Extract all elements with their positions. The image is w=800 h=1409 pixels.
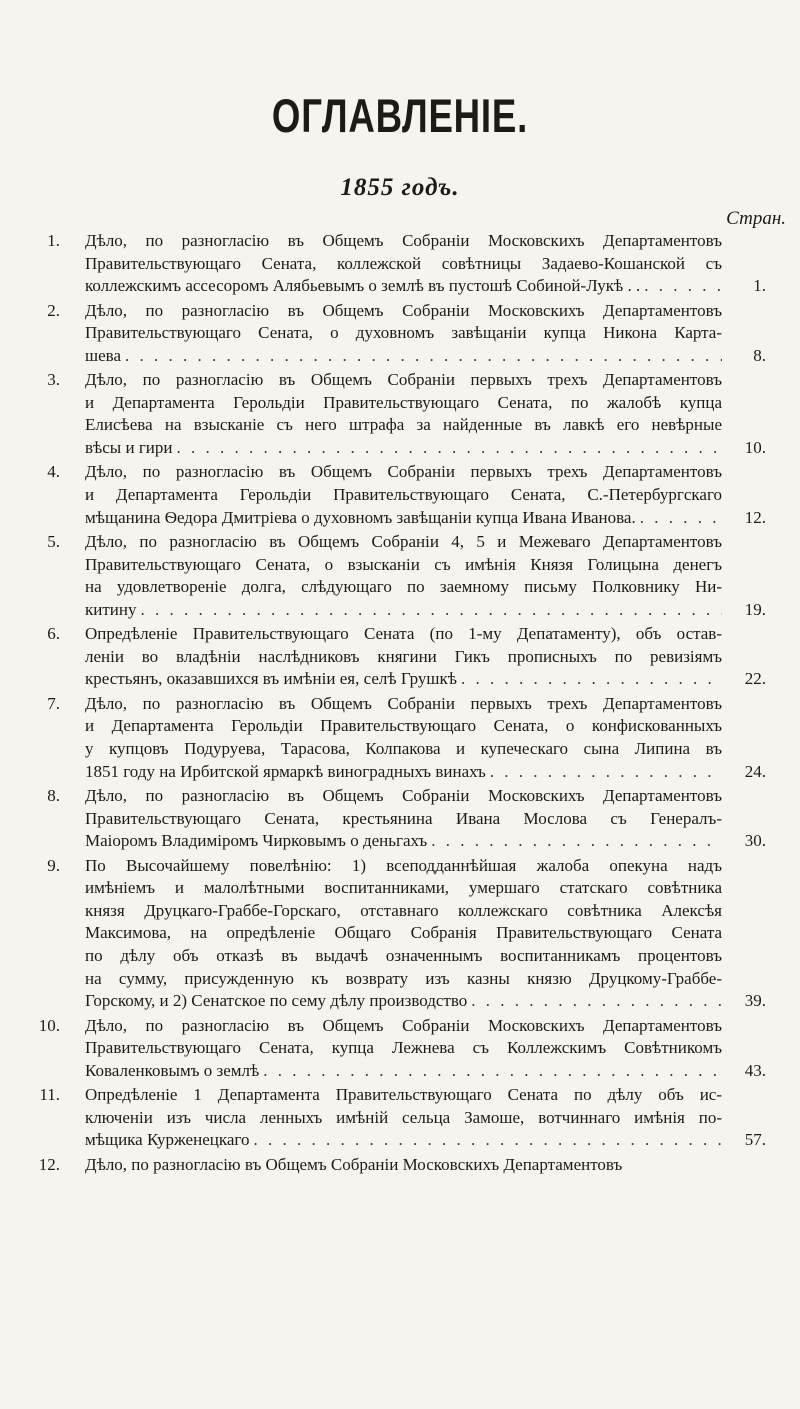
entry-text-line [85,761,722,784]
entry-text-line [85,668,722,691]
toc-entry [30,623,766,691]
toc-entry [30,1084,766,1152]
entry-text: Правительствующаго Сената, коллежской совѣтницы Задаево-Кошанской съ [85,253,722,273]
entry-text: Дѣло, по разногласію въ Общемъ Собраніи Московскихъ Департаментовъ [85,231,722,250]
entry-number: 1. [47,231,60,250]
entry-text: Правительствующаго Сената, крестьянина Ивана Мослова съ Генералъ- [85,808,722,828]
page-number: 43. [744,1060,766,1080]
dot-leader [249,1129,722,1152]
dot-leader [173,437,723,460]
toc-entry [30,300,766,368]
entry-number: 12. [38,1154,60,1174]
entry-text: князя Друцкаго-Граббе-Горскаго, отставнаго коллежскаго совѣтника Алексѣя [85,900,722,920]
entry-text-line [85,437,722,460]
entry-text: имѣніемъ и малолѣтными воспитанниками, умершаго статскаго совѣтника [85,878,722,898]
entry-text: шева [85,345,121,365]
entry-text: Коваленковымъ о землѣ [85,1060,260,1080]
page-number: 12. [744,507,766,527]
entry-text-line [85,275,722,298]
entry-text: ключеніи изъ числа ленныхъ имѣній сельца Замоше, вотчиннаго имѣнія по- [85,1107,722,1127]
dot-leader [457,668,722,691]
entry-text: Правительствующаго Сената, о духовномъ завѣщаніи купца Никона Карта- [85,323,722,343]
toc-entry [30,1154,766,1177]
entry-text: коллежскимъ ассесоромъ Алябьевымъ о землѣ въ пустошѣ Собиной-Лукѣ . . [85,276,641,296]
entry-text: Горскому, и 2) Сенатское по сему дѣлу производство [85,991,468,1011]
page-number: 1. [753,276,766,296]
entry-text: Дѣло, по разногласію въ Общемъ Собраніи первыхъ трехъ Департаментовъ [85,370,722,390]
dot-leader [427,830,722,853]
entry-number: 4. [47,462,60,482]
entry-text-line [85,990,722,1013]
table-of-contents [30,230,766,1178]
entry-number: 8. [47,786,60,806]
entry-text: По Высочайшему повелѣнію: 1) всеподданнѣйшая жалоба опекуна надъ [85,855,722,875]
entry-text: мѣщанина Ѳедора Дмитріева о духовномъ завѣщаніи купца Ивана Иванова. [85,507,636,527]
entry-text: Правительствующаго Сената, о взысканіи съ имѣнія Князя Голицына денегъ [85,554,722,574]
entry-text: и Департамента Герольдіи Правительствующаго Сената, по жалобѣ купца [85,392,722,412]
dot-leader [636,507,722,530]
entry-text: у купцовъ Подуруева, Тарасова, Колпакова и купеческаго сына Липина въ [85,739,722,759]
entry-text: Дѣло, по разногласію въ Общемъ Собраніи Московскихъ Департаментовъ [85,300,722,320]
entry-text-line [85,830,722,853]
dot-leader [467,990,722,1013]
entry-text: 1851 году на Ирбитской ярмаркѣ виноградныхъ винахъ [85,761,486,781]
entry-text-line [85,1129,722,1152]
entry-text: Опредѣленіе 1 Департамента Правительствующаго Сената по дѣлу объ ис- [85,1085,722,1105]
entry-text: Дѣло, по разногласію въ Общемъ Собраніи первыхъ трехъ Департаментовъ [85,462,722,482]
page-number: 19. [744,599,766,619]
entry-text: Елисѣева на взысканіе съ него штрафа за найденные въ лавкѣ его невѣрные [85,415,722,435]
dot-leader [136,599,722,622]
page-column-label: Стран. [726,208,786,229]
entry-text: Дѣло, по разногласію въ Общемъ Собраніи 4, 5 и Межеваго Департаментовъ [85,532,722,552]
entry-text: китину [85,599,137,619]
page-number: 39. [744,991,766,1011]
entry-text: леніи во владѣніи наслѣдниковъ княгини Гикъ прописныхъ по ревизіямъ [85,646,722,666]
entry-number: 3. [47,370,60,390]
entry-text: вѣсы и гири [85,437,173,457]
page-number: 22. [744,669,766,689]
entry-text-line [85,1060,722,1083]
entry-number: 6. [47,624,60,644]
entry-text-line [85,599,722,622]
dot-leader [259,1060,722,1083]
entry-text: мѣщика Курженецкаго [85,1130,250,1150]
toc-entry [30,230,766,298]
entry-text: Дѣло, по разногласію въ Общемъ Собраніи Московскихъ Департаментовъ [85,1015,722,1035]
entry-text: на сумму, присужденную къ возврату изъ казны князю Друцкому-Граббе- [85,968,722,988]
page-number: 30. [744,831,766,851]
entry-text-line [85,507,722,530]
entry-text: Дѣло, по разногласію въ Общемъ Собраніи первыхъ трехъ Департаментовъ [85,693,722,713]
entry-number: 10. [38,1015,60,1035]
entry-text: Правительствующаго Сената, купца Лежнева съ Коллежскимъ Совѣтникомъ [85,1038,722,1058]
entry-text: по дѣлу объ отказѣ въ выдачѣ означеннымъ воспитанникамъ процентовъ [85,945,722,965]
toc-entry [30,531,766,621]
dot-leader [486,761,722,784]
entry-text: Опредѣленіе Правительствующаго Сената (по 1-му Депатаменту), объ остав- [85,624,722,644]
entry-text: крестьянъ, оказавшихся въ имѣніи ея, селѣ Грушкѣ [85,669,457,689]
entry-text: на удовлетвореніе долга, слѣдующаго по заемному письму Полковнику Ни- [85,577,722,597]
entry-text: Максимова, на опредѣленіе Общаго Собранія Правительствующаго Сената [85,923,722,943]
toc-entry [30,461,766,529]
page-number: 57. [744,1130,766,1150]
toc-entry [30,1015,766,1083]
entry-text: и Департамента Герольдіи Правительствующаго Сената, о конфискованныхъ [85,716,722,736]
dot-leader [121,345,722,368]
entry-text: и Департамента Герольдіи Правительствующаго Сената, С.-Петербургскаго [85,485,722,505]
page-number: 8. [753,345,766,365]
entry-number: 5. [47,532,60,552]
toc-entry [30,369,766,459]
entry-text: Маіоромъ Владиміромъ Чирковымъ о деньгахъ [85,831,428,851]
page-title: ОГЛАВЛЕНІЕ. [271,89,529,142]
entry-number: 7. [47,693,60,713]
entry-text: Дѣло, по разногласію въ Общемъ Собраніи Московскихъ Департаментовъ [85,786,722,806]
toc-entry [30,785,766,853]
toc-entry [30,855,766,1013]
entry-text: Дѣло, по разногласію въ Общемъ Собраніи Московскихъ Департаментовъ [85,1154,623,1174]
entry-number: 11. [39,1085,60,1105]
page-number: 10. [744,437,766,457]
entry-number: 2. [47,300,60,320]
entry-text-line [85,345,722,368]
year-heading: 1855 годъ. [340,174,460,201]
page-number: 24. [744,761,766,781]
entry-number: 9. [47,855,60,875]
dot-leader [640,275,722,298]
toc-entry [30,693,766,783]
